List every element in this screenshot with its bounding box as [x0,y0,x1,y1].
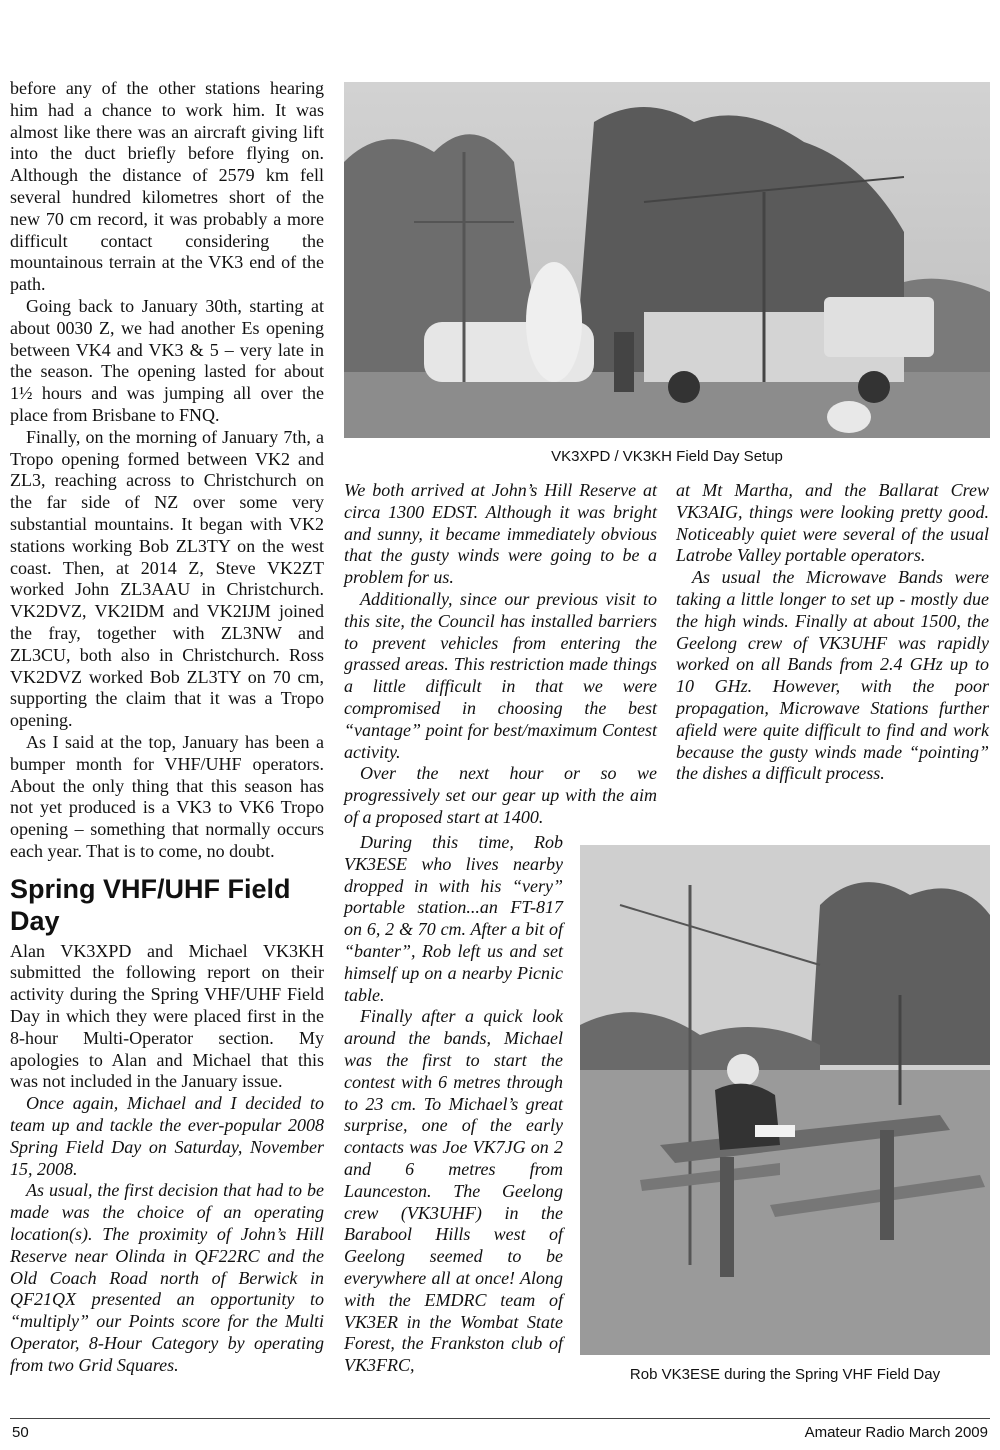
field-day-setup-illustration [344,82,990,438]
picnic-table-photo [580,845,990,1355]
picnic-table-illustration [580,845,990,1355]
footer-divider [10,1418,990,1419]
section-heading: Spring VHF/UHF Field Day [10,873,291,936]
report-start [10,1093,324,1376]
paragraph: Going back to January 30th, starting at about 0030 Z, we had another Es opening between VK4 and VK3 & 5 – very late in the season. The opening lasted for about 1½ hours and was jumping all over the place from Brisbane to FNQ. [10,295,324,425]
section-intro [10,941,324,1094]
paragraph: We both arrived at John’s Hill Reserve at circa 1300 EDST. Although it was bright and sunny, it became immediately obvious that the gusty winds were going to be a problem for us. [344,480,657,588]
left-column [10,78,324,1377]
middle-column-narrow [344,832,563,1377]
paragraph: Once again, Michael and I decided to team up and tackle the ever-popular 2008 Spring Field Day on Saturday, November 15, 2008. [10,1093,324,1179]
magazine-issue: Amateur Radio March 2009 [804,1424,988,1441]
left-column-body [10,78,324,863]
paragraph: Finally after a quick look around the bands, Michael was the first to start the contest with 6 metres through to 23 cm. To Michael’s great surprise, one of the early contacts was Joe VK7JG on 2 and 6 metres from Launceston. The Geelong crew (VK3UHF) in the Barabool Hills west of Geelong seemed to be everywhere all at once! Along with the EMDRC team of VK3ER in the Wombat State Forest, the Frankston club of VK3FRC, [344,1006,563,1376]
paragraph: Over the next hour or so we progressively set our gear up with the aim of a proposed start at 1400. [344,763,657,827]
photo1-caption: VK3XPD / VK3KH Field Day Setup [551,448,783,465]
photo2-caption: Rob VK3ESE during the Spring VHF Field Day [629,1366,941,1383]
paragraph: During this time, Rob VK3ESE who lives nearby dropped in with his “very” portable station...an FT-817 on 6, 2 & 70 cm. After a bit of “banter”, Rob left us and set himself up on a nearby Picnic table. [344,832,563,1005]
paragraph: at Mt Martha, and the Ballarat Crew VK3AIG, things were looking pretty good. Noticeably quiet were several of the usual Latrobe Valley portable operators. [676,480,989,566]
paragraph: Finally, on the morning of January 7th, a Tropo opening formed between VK2 and ZL3, reaching across to Christchurch on the far side of NZ over some very substantial mountains. It began with VK2 stations working Bob ZL3TY on the west coast. Then, at 2014 Z, Steve VK2ZT worked John ZL3AAU in Christchurch. VK2DVZ, VK2IDM and VK2IJM joined the fray, together with ZL3NW and ZL3CU, both also in Christchurch. Ross VK2DVZ worked Bob ZL3TY on 70 cm, supporting the claim that it was a Tropo opening. [10,426,324,731]
field-day-setup-photo [344,82,990,438]
paragraph: As usual, the first decision that had to be made was the choice of an operating location(s). The proximity of John’s Hill Reserve near Olinda in QF22RC and the Old Coach Road north of Berwick in QF21QX presented an opportunity to “multiply” our Points score for the Multi Operator, 8-Hour Category by operating from two Grid Squares. [10,1180,324,1375]
paragraph: As usual the Microwave Bands were taking a little longer to set up - mostly due the high winds. Finally at about 1500, the Geelong crew of VK3UHF was rapidly worked on all Bands from 2.4 GHz up to 10 GHz. However, with the poor propagation, Microwave Stations further afield were quite difficult to find and work because the gusty winds made “pointing” the dishes a difficult process. [676,567,989,784]
right-column [676,480,989,785]
paragraph: As I said at the top, January has been a bumper month for VHF/UHF operators. About the only thing that this season has not yet produced is a VK3 to VK6 Tropo opening – something that normally occurs each year. That is to come, no doubt. [10,731,324,861]
middle-column [344,480,657,829]
paragraph: Alan VK3XPD and Michael VK3KH submitted the following report on their activity during the Spring VHF/UHF Field Day in which they were placed first in the 8-hour Multi-Operator section. My apologies to Alan and Michael that this was not included in the January issue. [10,940,324,1092]
page-number: 50 [12,1424,29,1441]
paragraph: Additionally, since our previous visit to this site, the Council has installed barriers to prevent vehicles from entering the grassed areas. This restriction made things a little difficult in that we were compromised in choosing the best “vantage” point for best/maximum Contest activity. [344,588,657,762]
paragraph: before any of the other stations hearing him had a chance to work him. It was almost like there was an aircraft giving lift into the duct briefly before flying on. Although the distance of 2579 km fell several hundred kilometres short of the new 70 cm record, it was probably a more difficult contact considering the mountainous terrain at the VK3 end of the path. [10,78,324,295]
